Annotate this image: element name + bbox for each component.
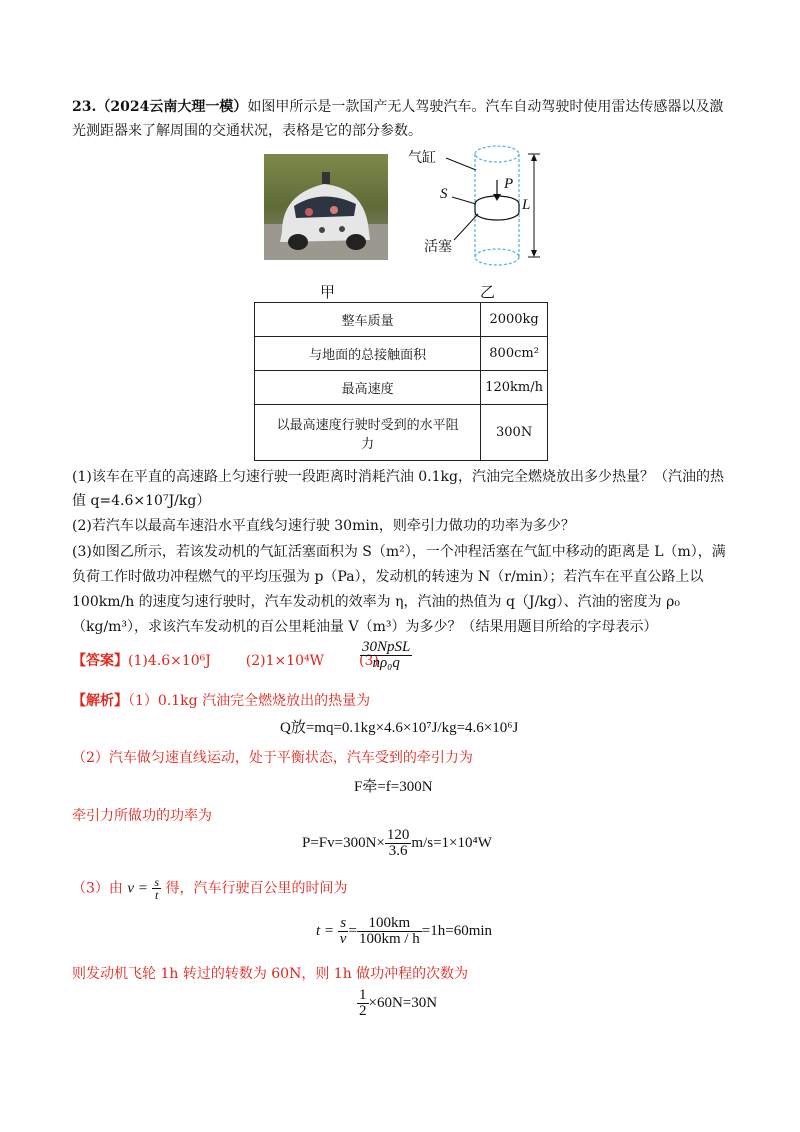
equation-4-numerator-2: 100km: [357, 916, 422, 932]
table-cell-label: 整车质量: [255, 303, 481, 337]
table-cell-value: 800cm²: [481, 337, 548, 371]
table-row: [255, 405, 548, 461]
equation-1: Q放=mq=0.1kg×4.6×10⁷J/kg=4.6×10⁶J: [280, 720, 519, 736]
question-line-1: [72, 96, 730, 118]
analysis-p5: 则发动机飞轮 1h 转过的转数为 60N，则 1h 做功冲程的次数为: [72, 966, 469, 982]
equation-3: [302, 828, 492, 859]
equation-3-numerator: 120: [386, 827, 410, 843]
q1-line-1: (1)该车在平直的高速路上匀速行驶一段距离时消耗汽油 0.1kg，汽油完全燃烧放出多少热量？（汽油的热: [72, 469, 724, 485]
table-cell-label: [255, 405, 481, 461]
analysis-p2: （2）汽车做匀速直线运动，处于平衡状态，汽车受到的牵引力为: [72, 750, 473, 766]
analysis-tag: 【解析】: [72, 693, 128, 709]
p-label: P: [504, 176, 514, 192]
analysis-p4-prefix: （3）由: [72, 880, 123, 897]
answer-3-prefix: (3): [358, 653, 379, 669]
table-cell-label-line1: 以最高速度行驶时受到的水平阻: [276, 417, 459, 433]
equation-3-denominator: 3.6: [388, 843, 408, 859]
answer-2: (2)1×10⁴W: [245, 653, 325, 669]
answer-tag: 【答案】: [72, 653, 128, 669]
equation-4-right: =1h=60min: [421, 922, 493, 939]
piston-label: 活塞: [424, 239, 452, 255]
driverless-car-photo: [264, 154, 388, 260]
analysis-p3: 牵引力所做功的功率为: [72, 808, 212, 824]
equation-4-denominator-1: v: [339, 931, 347, 947]
q3-line-1: (3)如图乙所示，若该发动机的气缸活塞面积为 S（m²），一个冲程活塞在气缸中移动的距离是 L（m），满: [72, 544, 726, 560]
q1-line-2: 值 q=4.6×10⁷J/kg）: [72, 493, 211, 509]
table-cell-label-line2: 力: [361, 436, 375, 452]
cylinder-label: 气缸: [408, 150, 436, 166]
parameter-table: [254, 302, 548, 461]
analysis-p1: （1）0.1kg 汽油完全燃烧放出的热量为: [128, 693, 371, 709]
equation-4-numerator-1: s: [338, 916, 349, 932]
equation-5: [357, 988, 437, 1019]
question-intro-2: 光测距器来了解周围的交通状况，表格是它的部分参数。: [72, 123, 422, 139]
l-label: L: [522, 197, 531, 213]
s-label: S: [440, 186, 448, 202]
table-row: [255, 371, 548, 405]
equation-3-right: m/s=1×10⁴W: [411, 834, 492, 851]
figure-jia-label: 甲: [320, 283, 336, 301]
analysis-p4: [72, 876, 347, 901]
table-row: [255, 303, 548, 337]
figure-yi-label: 乙: [480, 283, 496, 301]
equation-4-left: t =: [316, 922, 335, 939]
analysis-p4-denominator: t: [155, 888, 159, 902]
table-row: [255, 337, 548, 371]
question-source: （2024云南大理一模）: [96, 99, 248, 115]
analysis-p4-numerator: s: [154, 875, 160, 889]
q2-text: (2)若汽车以最高车速沿水平直线匀速行驶 30min，则牵引力做功的功率为多少？: [72, 518, 575, 534]
equation-3-left: P=Fv=300N×: [302, 834, 385, 851]
equation-5-numerator: 1: [359, 987, 367, 1003]
analysis-p4-suffix: 得，汽车行驶百公里的时间为: [165, 880, 348, 897]
analysis-row-1: [72, 690, 370, 712]
table-cell-value: 2000kg: [481, 303, 548, 337]
equation-2: F牵=f=300N: [354, 779, 433, 795]
equation-5-right: ×60N=30N: [368, 994, 438, 1011]
answer-3-fraction: [360, 640, 412, 671]
table-cell-value: 120km/h: [481, 371, 548, 405]
table-cell-label: 最高速度: [255, 371, 481, 405]
q3-line-2: 负荷工作时做功冲程燃气的平均压强为 p（Pa），发动机的转速为 N（r/min）；若汽车在平直公路上以: [72, 569, 704, 585]
question-intro-1: 如图甲所示是一款国产无人驾驶汽车。汽车自动驾驶时使用雷达传感器以及激: [247, 99, 724, 115]
q3-line-3: 100km/h 的速度匀速行驶时，汽车发动机的效率为 η，汽油的热值为 q（J/kg）、汽油的密度为 ρ₀: [72, 594, 680, 610]
q3-line-4: （kg/m³），求该汽车发动机的百公里耗油量 V（m³）为多少？（结果用题目所给的字母表示）: [72, 619, 658, 635]
answer-3-numerator: 30NpSL: [362, 639, 411, 655]
equation-5-denominator: 2: [359, 1003, 367, 1019]
answer-3-denominator: nρ₀q: [372, 655, 400, 671]
question-number: 23.: [72, 99, 97, 115]
answer-1: (1)4.6×10⁶J: [128, 653, 211, 669]
equation-4-equals: =: [348, 922, 357, 939]
analysis-p4-v: v =: [127, 880, 148, 897]
table-cell-label: 与地面的总接触面积: [255, 337, 481, 371]
table-cell-value: 300N: [481, 405, 548, 461]
equation-4: [316, 916, 492, 947]
answer-row: [72, 650, 379, 672]
equation-4-denominator-2: 100km / h: [358, 931, 420, 947]
